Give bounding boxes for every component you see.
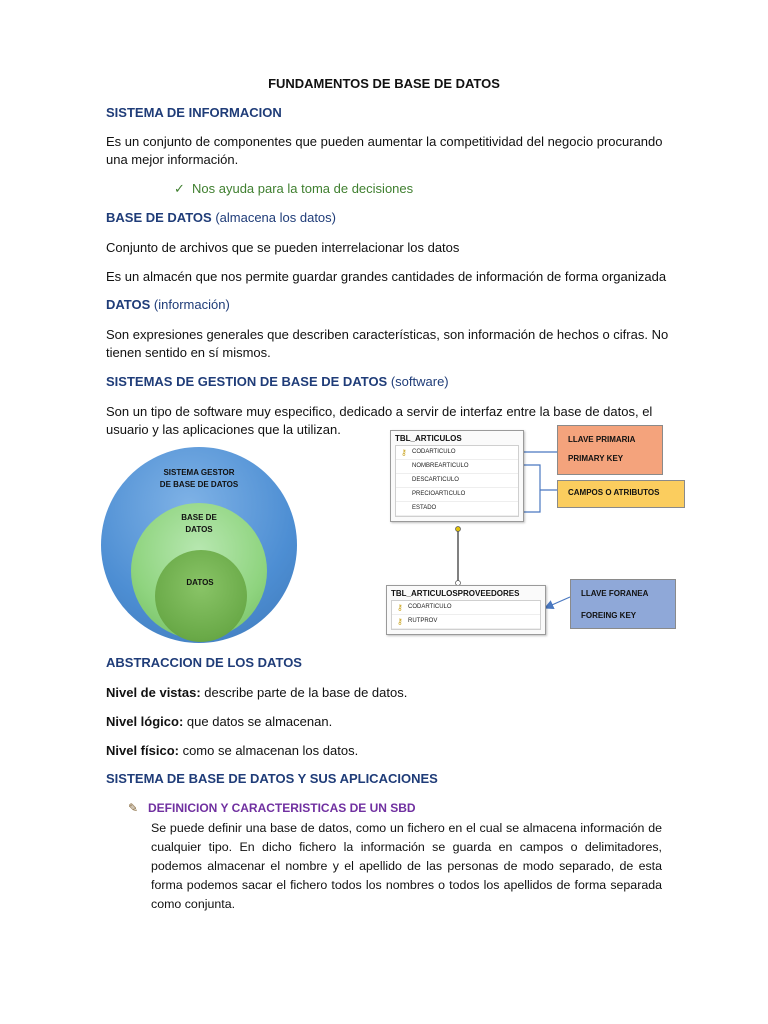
- level-label: Nivel lógico:: [106, 714, 184, 729]
- paragraph-line: una mejor información.: [106, 152, 239, 167]
- level-text: describe parte de la base de datos.: [200, 685, 408, 700]
- heading-sistema-informacion: SISTEMA DE INFORMACION: [106, 105, 282, 120]
- field-name: CODARTICULO: [412, 449, 456, 455]
- datos-label: DATOS: [186, 578, 214, 587]
- level-item: [106, 684, 407, 702]
- sbd-line: como conjunta.: [151, 897, 236, 911]
- sub-heading-item: [128, 800, 416, 816]
- level-item: [106, 742, 358, 760]
- table-field: [392, 615, 540, 629]
- heading-abstraccion: ABSTRACCION DE LOS DATOS: [106, 655, 302, 670]
- sbd-line: forma podemos sacar el fichero todos los nombres o todos los apellidos de forma separada: [151, 878, 662, 892]
- base-de-datos-label-line: DATOS: [185, 525, 213, 534]
- base-de-datos-label-line: BASE DE: [181, 513, 217, 522]
- field-name: RUTPROV: [408, 618, 438, 624]
- relation-key-end: [456, 527, 461, 532]
- heading-main: DATOS: [106, 297, 151, 312]
- level-text: como se almacenan los datos.: [178, 743, 359, 758]
- callout-line: LLAVE PRIMARIA: [568, 435, 636, 444]
- table-articulos: [390, 430, 524, 522]
- key-icon: ⚷: [397, 617, 403, 626]
- sbd-paragraph: [151, 819, 662, 914]
- paragraph-line: Es un almacén que nos permite guardar grandes cantidades de información de forma organizada: [106, 269, 667, 284]
- sbd-line: podemos almacenar el nombre y el apellido de las personas de modo separado, de esta: [151, 859, 662, 873]
- callout-line: CAMPOS O ATRIBUTOS: [568, 488, 660, 497]
- sgbd-label-line: SISTEMA GESTOR: [163, 468, 235, 477]
- table-name: TBL_ARTICULOSPROVEEDORES: [391, 589, 520, 598]
- paragraph-line: tienen sentido en sí mismos.: [106, 345, 271, 360]
- level-text: que datos se almacenan.: [183, 714, 333, 729]
- level-item: [106, 713, 332, 731]
- sgbd-label-line: DE BASE DE DATOS: [159, 480, 239, 489]
- table-name: TBL_ARTICULOS: [395, 434, 462, 443]
- field-name: DESCARTICULO: [412, 477, 459, 483]
- heading-extra: (almacena los datos): [211, 210, 336, 225]
- heading-extra: (software): [387, 374, 449, 389]
- field-name: ESTADO: [412, 505, 437, 511]
- campos-bracket: [520, 465, 557, 512]
- paragraph-line: Son un tipo de software muy especifico, dedicado a servir de interfaz entre la base de datos, el: [106, 404, 653, 419]
- field-name: NOMBREARTICULO: [412, 463, 469, 469]
- table-fields: [391, 600, 541, 630]
- field-name: CODARTICULO: [408, 604, 452, 610]
- heading-sbd-aplicaciones: SISTEMA DE BASE DE DATOS Y SUS APLICACIONES: [106, 771, 438, 786]
- table-field: [392, 601, 540, 615]
- heading-main: SISTEMAS DE GESTION DE BASE DE DATOS: [106, 374, 388, 389]
- foreign-key-callout: [570, 579, 676, 629]
- table-field: [396, 488, 518, 502]
- callout-line: FOREING KEY: [581, 611, 637, 620]
- callout-line: PRIMARY KEY: [568, 454, 624, 463]
- sbd-line: Se puede definir una base de datos, como un fichero en el cual se almacena información de: [151, 821, 662, 835]
- campos-callout: [557, 480, 685, 508]
- paragraph-line: usuario y las aplicaciones que la utilizan.: [106, 422, 341, 437]
- paragraph-line: Es un conjunto de componentes que pueden aumentar la competitividad del negocio procurando: [106, 134, 663, 149]
- level-label: Nivel físico:: [106, 743, 179, 758]
- book-bullet-icon: ✎: [128, 801, 139, 815]
- callout-line: LLAVE FORANEA: [581, 589, 649, 598]
- paragraph-line: Conjunto de archivos que se pueden interrelacionar los datos: [106, 240, 460, 255]
- table-field: [396, 446, 518, 460]
- check-text: Nos ayuda para la toma de decisiones: [192, 181, 414, 196]
- key-icon: ⚷: [401, 448, 407, 457]
- table-articulos-proveedores: [386, 585, 546, 635]
- primary-key-callout: [557, 425, 663, 475]
- paragraph-line: Son expresiones generales que describen características, son información de hechos o cifras. No: [106, 327, 669, 342]
- table-field: [396, 502, 518, 516]
- sub-heading-text: DEFINICION Y CARACTERISTICAS DE UN SBD: [148, 801, 416, 815]
- heading-main: BASE DE DATOS: [106, 210, 212, 225]
- field-name: PRECIOARTICULO: [412, 491, 466, 497]
- level-label: Nivel de vistas:: [106, 685, 201, 700]
- sbd-line: cualquier tipo. En dicho fichero la información se guarda en campos o delimitadores,: [151, 840, 662, 854]
- table-fields: [395, 445, 519, 517]
- page-title: FUNDAMENTOS DE BASE DE DATOS: [268, 76, 500, 91]
- check-icon: ✓: [174, 181, 185, 196]
- table-field: [396, 460, 518, 474]
- heading-extra: (información): [150, 297, 230, 312]
- table-field: [396, 474, 518, 488]
- key-icon: ⚷: [397, 603, 403, 612]
- foreign-key-arrow: [545, 597, 570, 608]
